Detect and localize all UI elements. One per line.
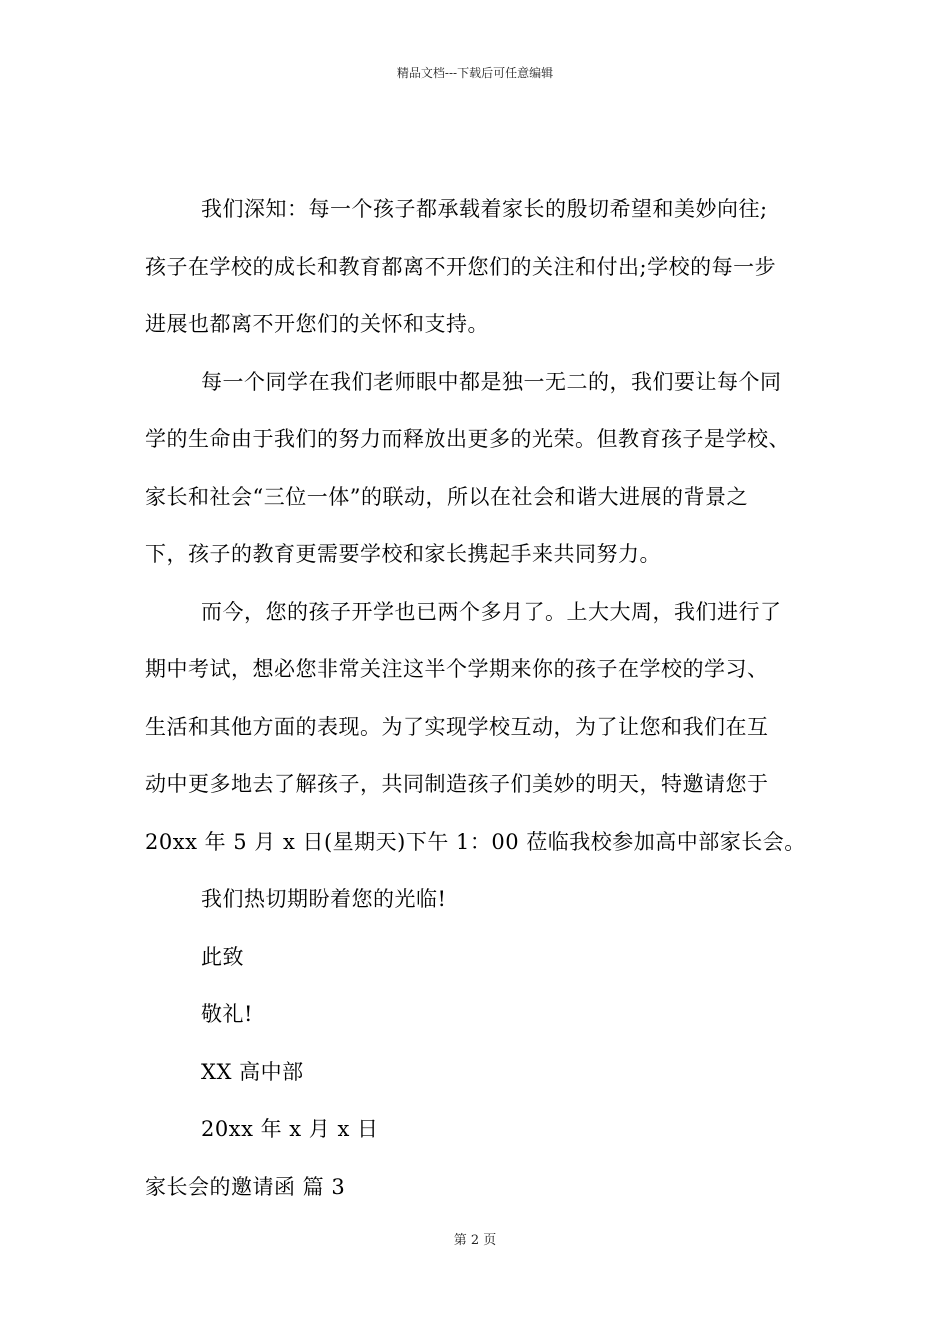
text-line: 我们深知：每一个孩子都承载着家长的殷切希望和美妙向往; bbox=[201, 197, 768, 221]
text-line: 动中更多地去了解孩子，共同制造孩子们美妙的明天，特邀请您于 bbox=[145, 772, 769, 796]
text-line: 每一个同学在我们老师眼中都是独一无二的，我们要让每个同 bbox=[201, 369, 782, 394]
text-line: 而今，您的孩子开学也已两个多月了。上大大周，我们进行了 bbox=[201, 599, 782, 624]
text-line: 20xx 年 5 月 x 日(星期天)下午 1：00 莅临我校参加高中部家长会。 bbox=[145, 829, 806, 854]
text-line: 我们热切期盼着您的光临! bbox=[201, 887, 447, 911]
text-line: XX 高中部 bbox=[201, 1059, 304, 1084]
text-line: 家长会的邀请函 篇 3 bbox=[145, 1174, 346, 1199]
text-line: 此致 bbox=[201, 944, 244, 969]
text-line: 敬礼! bbox=[201, 1002, 253, 1026]
text-line: 家长和社会“三位一体”的联动，所以在社会和谐大进展的背景之 bbox=[145, 484, 748, 509]
text-line: 进展也都离不开您们的关怀和支持。 bbox=[145, 312, 489, 336]
page-number: 第 2 页 bbox=[453, 1233, 497, 1248]
text-line: 下，孩子的教育更需要学校和家长携起手来共同努力。 bbox=[145, 542, 661, 566]
text-line: 孩子在学校的成长和教育都离不开您们的关注和付出;学校的每一步 bbox=[145, 254, 777, 279]
text-line: 学的生命由于我们的努力而释放出更多的光荣。但教育孩子是学校、 bbox=[145, 427, 790, 451]
document-body bbox=[145, 189, 825, 1224]
text-line: 20xx 年 x 月 x 日 bbox=[201, 1117, 379, 1141]
text-line: 生活和其他方面的表现。为了实现学校互动，为了让您和我们在互 bbox=[145, 714, 769, 739]
text-line: 期中考试，想必您非常关注这半个学期来你的孩子在学校的学习、 bbox=[145, 657, 769, 681]
page-header: 精品文档---下载后可任意编辑 bbox=[396, 66, 554, 80]
